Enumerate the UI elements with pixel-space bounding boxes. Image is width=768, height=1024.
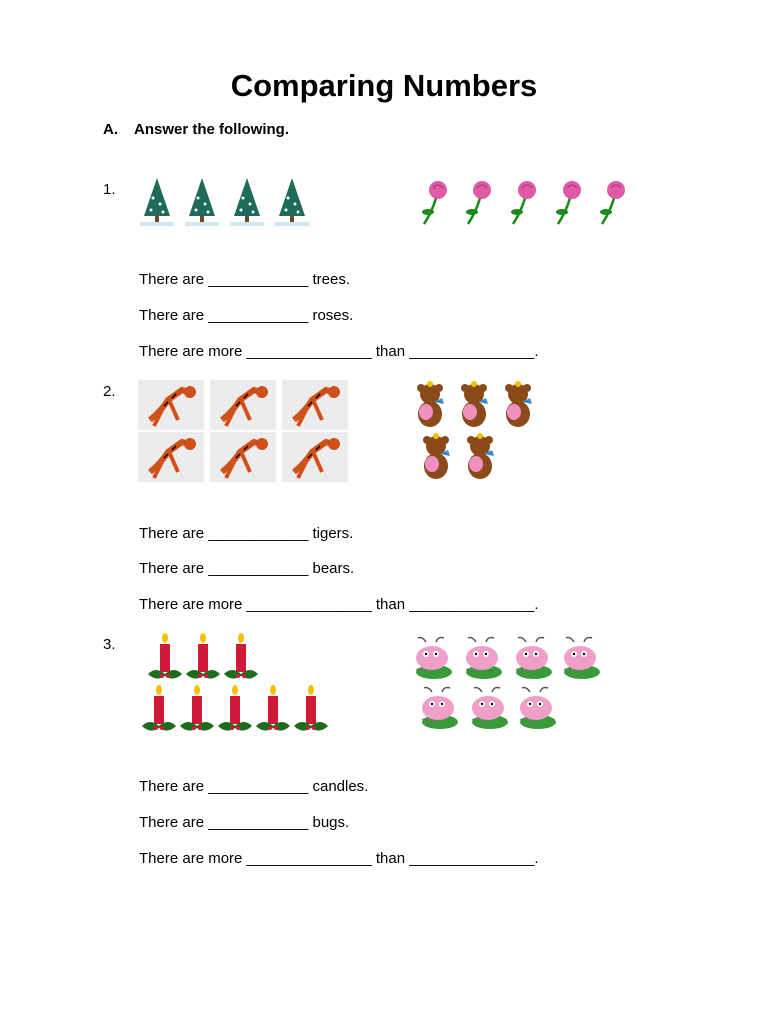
section-label: A.	[103, 121, 118, 138]
question-number: 1.	[103, 181, 116, 198]
candle-icon	[222, 632, 260, 682]
page-title: Comparing Numbers	[230, 68, 538, 103]
answer-line: There are ____________ roses.	[139, 307, 354, 324]
bear-icon	[456, 380, 494, 428]
question-number: 2.	[103, 383, 116, 400]
bug-icon	[510, 634, 554, 680]
candle-icon	[254, 684, 292, 734]
candle-icon	[140, 684, 178, 734]
section-heading	[103, 121, 289, 138]
tiger-icon	[210, 432, 276, 482]
answer-line: There are more _______________ than _______________.	[139, 850, 539, 867]
bug-icon	[466, 684, 510, 730]
answer-line: There are ____________ tigers.	[139, 525, 354, 542]
answer-line: There are ____________ candles.	[139, 778, 369, 795]
rose-icon	[507, 178, 541, 228]
bug-icon	[416, 684, 460, 730]
rose-icon	[552, 178, 586, 228]
answer-line: There are more _______________ than _______________.	[139, 596, 539, 613]
tiger-icon	[210, 380, 276, 430]
candle-icon	[216, 684, 254, 734]
candle-icon	[178, 684, 216, 734]
bear-icon	[412, 380, 450, 428]
tiger-icon	[282, 380, 348, 430]
rose-icon	[596, 178, 630, 228]
bug-icon	[558, 634, 602, 680]
tiger-icon	[138, 432, 204, 482]
tree-icon	[273, 176, 311, 228]
tiger-icon	[282, 432, 348, 482]
answer-line: There are ____________ bugs.	[139, 814, 350, 831]
section-instruction: Answer the following.	[134, 121, 290, 138]
bug-icon	[460, 634, 504, 680]
bug-icon	[410, 634, 454, 680]
tree-icon	[183, 176, 221, 228]
rose-icon	[418, 178, 452, 228]
candle-icon	[184, 632, 222, 682]
question-number: 3.	[103, 636, 116, 653]
answer-line: There are more _______________ than _______________.	[139, 343, 539, 360]
bear-icon	[500, 380, 538, 428]
bear-icon	[418, 432, 456, 480]
answer-line: There are ____________ bears.	[139, 560, 355, 577]
bug-icon	[514, 684, 558, 730]
answer-line: There are ____________ trees.	[139, 271, 350, 288]
candle-icon	[146, 632, 184, 682]
rose-icon	[462, 178, 496, 228]
tree-icon	[228, 176, 266, 228]
candle-icon	[292, 684, 330, 734]
bear-icon	[462, 432, 500, 480]
tree-icon	[138, 176, 176, 228]
tiger-icon	[138, 380, 204, 430]
